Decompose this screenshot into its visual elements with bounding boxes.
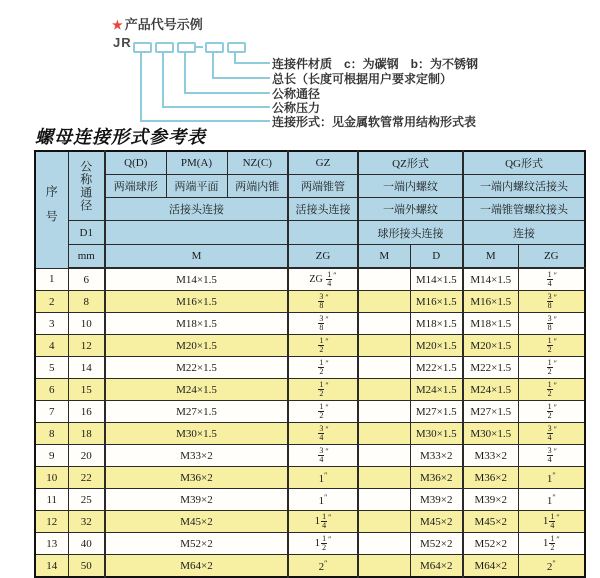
cell-seq: 5 [35,357,68,379]
connector-line-5 [140,51,270,122]
cell-qg-zg: $\frac{3}{8}$ ″ [518,291,585,313]
cell-qz-m [358,489,410,511]
cell-qg-zg: $\frac{1}{2}$ ″ [518,357,585,379]
table-row [35,489,585,511]
header-empty-gz [288,221,358,245]
cell-qz-m [358,533,410,555]
header-desc-qz: 一端内螺纹 [358,175,463,198]
cell-zg: $\frac{1}{2}$ ″ [288,335,358,357]
table-row [35,313,585,335]
cell-qz-d: M27×1.5 [410,401,463,423]
cell-qg-m: M18×1.5 [463,313,518,335]
cell-qg-zg: $\frac{1}{4}$ ″ [518,268,585,291]
cell-seq: 2 [35,291,68,313]
table-row [35,268,585,291]
cell-zg: $\frac{3}{4}$ ″ [288,445,358,467]
product-code-heading [112,14,203,33]
cell-qg-m: M45×2 [463,511,518,533]
header-seq: 序号 [35,151,68,268]
code-dash [196,46,203,48]
cell-qz-d: M18×1.5 [410,313,463,335]
cell-qg-zg: 1″ [518,489,585,511]
cell-zg: 1″ [288,467,358,489]
cell-qz-d: M45×2 [410,511,463,533]
cell-dn: 6 [68,268,105,291]
header-qg-zg: ZG [518,245,585,269]
cell-qz-m [358,445,410,467]
table-row [35,511,585,533]
header-empty-qpmnz [105,221,288,245]
cell-qg-zg: $\frac{3}{4}$ ″ [518,445,585,467]
cell-qg-zg: $\frac{3}{4}$ ″ [518,423,585,445]
cell-qg-m: M16×1.5 [463,291,518,313]
header-zg: ZG [288,245,358,269]
diagram-label-material: 连接件材质 c：为碳钢 b：为不锈钢 [272,57,479,71]
header-desc-pm: 两端平面 [166,175,227,198]
cell-seq: 10 [35,467,68,489]
header-union-gz: 活接头连接 [288,198,358,221]
diagram-label-length: 总长（长度可根据用户要求定制） [272,72,453,86]
cell-m: M16×1.5 [105,291,288,313]
header-qg-m: M [463,245,518,269]
cell-zg: $\frac{3}{4}$ ″ [288,423,358,445]
cell-m: M20×1.5 [105,335,288,357]
cell-qg-m: M52×2 [463,533,518,555]
cell-qz-m [358,423,410,445]
table-row [35,379,585,401]
cell-seq: 1 [35,268,68,291]
cell-qg-zg: 2″ [518,555,585,578]
cell-seq: 14 [35,555,68,578]
star-icon: ★ [112,18,123,32]
cell-seq: 11 [35,489,68,511]
cell-m: M18×1.5 [105,313,288,335]
cell-qg-zg: 1″ [518,467,585,489]
cell-m: M64×2 [105,555,288,578]
cell-qz-d: M14×1.5 [410,268,463,291]
cell-m: M30×1.5 [105,423,288,445]
cell-qg-m: M33×2 [463,445,518,467]
cell-seq: 13 [35,533,68,555]
cell-zg: 1 $\frac{1}{4}$ ″ [288,511,358,533]
cell-qz-d: M30×1.5 [410,423,463,445]
header-desc-nz: 两端内锥 [227,175,288,198]
table-header [35,151,585,268]
cell-qg-m: M64×2 [463,555,518,578]
header-row3-qz: 一端外螺纹 [358,198,463,221]
header-row3-qg: 一端锥管螺纹接头 [463,198,585,221]
cell-qz-m [358,555,410,578]
cell-qg-m: M14×1.5 [463,268,518,291]
cell-qz-m [358,313,410,335]
cell-qg-zg: $\frac{3}{8}$ ″ [518,313,585,335]
table-row [35,335,585,357]
table-row [35,357,585,379]
header-row4-qg: 连接 [463,221,585,245]
cell-qg-zg: 1 $\frac{1}{4}$ ″ [518,511,585,533]
header-desc-gz: 两端锥管 [288,175,358,198]
header-m: M [105,245,288,269]
header-qz-d: D [410,245,463,269]
cell-qg-m: M24×1.5 [463,379,518,401]
product-code-prefix: JR [113,35,132,50]
cell-qg-m: M20×1.5 [463,335,518,357]
cell-qz-m [358,401,410,423]
cell-dn: 50 [68,555,105,578]
table-row [35,423,585,445]
cell-qg-m: M27×1.5 [463,401,518,423]
table-row [35,401,585,423]
cell-dn: 14 [68,357,105,379]
cell-qz-m [358,379,410,401]
cell-dn: 10 [68,313,105,335]
cell-qg-m: M36×2 [463,467,518,489]
cell-qz-m [358,511,410,533]
cell-m: M24×1.5 [105,379,288,401]
cell-qz-d: M16×1.5 [410,291,463,313]
header-union-qpmnz: 活接头连接 [105,198,288,221]
nut-connection-table [34,150,586,578]
cell-qg-zg: $\frac{1}{2}$ ″ [518,401,585,423]
product-code-heading-text: 产品代号示例 [124,17,203,32]
cell-m: M22×1.5 [105,357,288,379]
cell-qz-d: M33×2 [410,445,463,467]
cell-qz-d: M20×1.5 [410,335,463,357]
cell-qz-d: M64×2 [410,555,463,578]
cell-seq: 7 [35,401,68,423]
diagram-label-pressure: 公称压力 [272,101,321,115]
header-row4-qz: 球形接头连接 [358,221,463,245]
cell-qz-m [358,335,410,357]
cell-dn: 20 [68,445,105,467]
cell-seq: 9 [35,445,68,467]
cell-dn: 25 [68,489,105,511]
cell-qz-m [358,268,410,291]
cell-m: M39×2 [105,489,288,511]
cell-qg-zg: $\frac{1}{2}$ ″ [518,335,585,357]
cell-zg: 1 $\frac{1}{2}$ ″ [288,533,358,555]
cell-zg: $\frac{1}{2}$ ″ [288,379,358,401]
header-dn: 公称通径 [68,151,105,221]
cell-zg: $\frac{3}{8}$ ″ [288,291,358,313]
cell-qz-d: M22×1.5 [410,357,463,379]
cell-m: M36×2 [105,467,288,489]
table-row [35,291,585,313]
header-mm: mm [68,245,105,269]
cell-dn: 16 [68,401,105,423]
header-code-qz: QZ形式 [358,151,463,175]
cell-dn: 15 [68,379,105,401]
table-body [35,268,585,577]
diagram-label-connection: 连接形式：见金属软管常用结构形式表 [272,115,477,129]
header-desc-q: 两端球形 [105,175,166,198]
cell-zg: 1″ [288,489,358,511]
cell-dn: 32 [68,511,105,533]
cell-qg-zg: 1 $\frac{1}{2}$ ″ [518,533,585,555]
header-code-nz: NZ(C) [227,151,288,175]
table-title: 螺母连接形式参考表 [35,127,206,147]
cell-seq: 3 [35,313,68,335]
table-row [35,555,585,578]
cell-qg-m: M22×1.5 [463,357,518,379]
cell-qg-m: M39×2 [463,489,518,511]
cell-seq: 12 [35,511,68,533]
header-d1: D1 [68,221,105,245]
table-row [35,533,585,555]
cell-zg: $\frac{1}{2}$ ″ [288,357,358,379]
cell-qz-m [358,357,410,379]
cell-dn: 18 [68,423,105,445]
table-row [35,467,585,489]
cell-zg: $\frac{3}{8}$ ″ [288,313,358,335]
header-desc-qg: 一端内螺纹活接头 [463,175,585,198]
cell-seq: 8 [35,423,68,445]
cell-qg-m: M30×1.5 [463,423,518,445]
cell-m: M14×1.5 [105,268,288,291]
diagram-label-diameter: 公称通径 [272,87,321,101]
cell-m: M27×1.5 [105,401,288,423]
cell-m: M33×2 [105,445,288,467]
table-row [35,445,585,467]
cell-m: M52×2 [105,533,288,555]
cell-m: M45×2 [105,511,288,533]
header-code-q: Q(D) [105,151,166,175]
cell-dn: 8 [68,291,105,313]
cell-seq: 4 [35,335,68,357]
cell-qg-zg: $\frac{1}{2}$ ″ [518,379,585,401]
header-code-pm: PM(A) [166,151,227,175]
cell-dn: 12 [68,335,105,357]
cell-qz-d: M39×2 [410,489,463,511]
header-code-qg: QG形式 [463,151,585,175]
cell-zg: 2″ [288,555,358,578]
cell-dn: 22 [68,467,105,489]
header-code-gz: GZ [288,151,358,175]
cell-dn: 40 [68,533,105,555]
cell-zg: $\frac{1}{2}$ ″ [288,401,358,423]
cell-qz-m [358,291,410,313]
cell-qz-d: M52×2 [410,533,463,555]
header-qz-m: M [358,245,410,269]
cell-seq: 6 [35,379,68,401]
cell-qz-d: M36×2 [410,467,463,489]
cell-qz-m [358,467,410,489]
cell-zg: ZG $\frac{1}{4}$ ″ [288,268,358,291]
cell-qz-d: M24×1.5 [410,379,463,401]
